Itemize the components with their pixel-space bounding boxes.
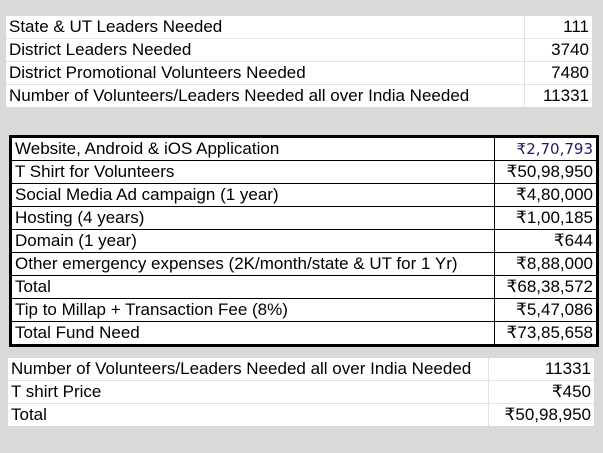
row-value: 7480 — [524, 62, 592, 85]
row-value: 11331 — [542, 86, 589, 105]
row-value: ₹1,00,185 — [495, 207, 598, 230]
row-value: ₹73,85,658 — [506, 323, 593, 342]
table-row — [11, 230, 598, 253]
row-value: ₹2,70,793 — [495, 137, 598, 161]
table-row — [6, 16, 592, 39]
row-value: 111 — [524, 16, 592, 39]
row-value: ₹50,98,950 — [495, 161, 598, 184]
row-label: District Promotional Volunteers Needed — [6, 62, 524, 85]
table-row — [8, 358, 594, 381]
row-value: ₹50,98,950 — [504, 405, 591, 424]
tshirt-cost-table — [8, 358, 594, 426]
table-row — [6, 62, 592, 85]
row-value: 11331 — [488, 358, 594, 381]
row-label: Number of Volunteers/Leaders Needed all over India Needed — [8, 358, 488, 381]
row-label: State & UT Leaders Needed — [6, 16, 524, 39]
row-label: Other emergency expenses (2K/month/state & UT for 1 Yr) — [11, 253, 495, 276]
table-row — [8, 404, 594, 427]
row-label: Tip to Millap + Transaction Fee (8%) — [11, 299, 495, 322]
row-value: ₹644 — [495, 230, 598, 253]
row-value: ₹450 — [488, 381, 594, 404]
table-row — [11, 137, 598, 161]
table-row — [11, 299, 598, 322]
row-label: District Leaders Needed — [6, 39, 524, 62]
table-row — [11, 161, 598, 184]
row-label: Website, Android & iOS Application — [11, 137, 495, 161]
row-label: Social Media Ad campaign (1 year) — [11, 184, 495, 207]
row-value: ₹4,80,000 — [495, 184, 598, 207]
table-row — [8, 381, 594, 404]
row-label: T shirt Price — [8, 381, 488, 404]
table-row — [11, 276, 598, 299]
row-value: ₹68,38,572 — [495, 276, 598, 299]
row-label: Number of Volunteers/Leaders Needed all over India Needed — [6, 85, 524, 108]
row-value: ₹8,88,000 — [495, 253, 598, 276]
table-row — [11, 207, 598, 230]
leaders-needed-table — [6, 16, 592, 107]
row-value: 3740 — [524, 39, 592, 62]
table-row — [11, 184, 598, 207]
row-label: Total — [8, 404, 488, 427]
budget-table — [9, 135, 599, 347]
row-label: Total Fund Need — [11, 322, 495, 346]
table-row — [11, 253, 598, 276]
row-label: T Shirt for Volunteers — [11, 161, 495, 184]
table-row — [6, 39, 592, 62]
row-label: Total — [11, 276, 495, 299]
table-row — [11, 322, 598, 346]
row-label: Domain (1 year) — [11, 230, 495, 253]
row-value: ₹5,47,086 — [495, 299, 598, 322]
row-label: Hosting (4 years) — [11, 207, 495, 230]
table-row — [6, 85, 592, 108]
